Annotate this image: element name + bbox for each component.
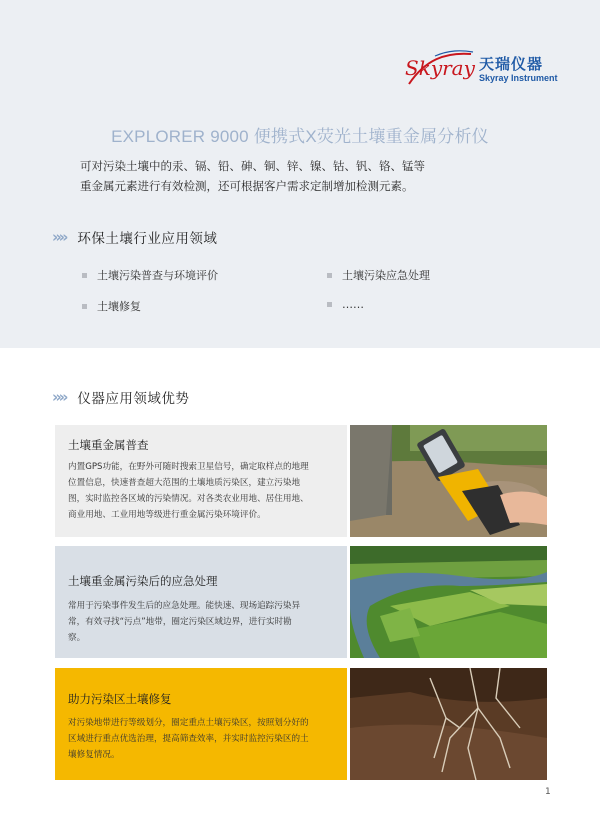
soil-roots-photo [350, 668, 547, 780]
card-text-line: 察。 [68, 633, 86, 643]
card-title: 土壤重金属普查 [68, 438, 149, 452]
handheld-analyzer-photo [350, 425, 547, 537]
double-chevron-icon: »» [52, 388, 66, 406]
square-bullet-icon [327, 273, 332, 278]
logo-script: Skyray [405, 56, 475, 80]
intro-line: 重金属元素进行有效检测，还可根据客户需求定制增加检测元素。 [80, 179, 414, 193]
list-item-label: …… [342, 298, 364, 311]
card-text-line: 区域进行重点优选治理，提高筛查效率，并实时监控污染区的土 [68, 734, 309, 744]
card-text [68, 459, 336, 523]
list-item-label: 土壤污染普查与环境评价 [97, 269, 218, 282]
logo-name-cn: 天瑞仪器 [479, 55, 544, 73]
page-number: 1 [545, 787, 551, 797]
list-item [327, 298, 364, 311]
card-title: 土壤重金属污染后的应急处理 [68, 574, 218, 588]
card-text-line: 常，有效寻找“污点”地带，圈定污染区域边界，进行实时勘 [68, 617, 292, 627]
card-text-line: 内置GPS功能，在野外可随时搜索卫星信号，确定取样点的地理 [68, 462, 309, 472]
intro-line: 可对污染土壤中的汞、镉、铅、砷、铜、锌、镍、钴、钒、铬、锰等 [80, 159, 425, 173]
feature-card-emergency [55, 546, 347, 658]
card-text-line: 常用于污染事件发生后的应急处理。能快速、现场追踪污染异 [68, 601, 301, 611]
card-text-line: 图，实时监控各区域的污染情况。对各类农业用地、居住用地、 [68, 494, 309, 504]
feature-card-remediation [55, 668, 347, 780]
double-chevron-icon: »» [52, 228, 66, 246]
intro-paragraph [80, 156, 500, 196]
feature-card-survey [55, 425, 347, 537]
product-title: EXPLORER 9000 便携式X荧光土壤重金属分析仪 [111, 127, 489, 146]
card-text-line: 位置信息，快速普查超大范围的土壤地质污染区，建立污染地 [68, 478, 301, 488]
square-bullet-icon [82, 273, 87, 278]
river-farmland-photo [350, 546, 547, 658]
card-title: 助力污染区土壤修复 [68, 692, 172, 706]
card-text [68, 598, 336, 646]
skyray-logo [405, 50, 565, 90]
card-text [68, 715, 336, 763]
square-bullet-icon [327, 302, 332, 307]
list-item [82, 298, 141, 314]
list-item [82, 267, 218, 283]
list-item [327, 267, 430, 283]
card-text-line: 壤修复情况。 [68, 750, 120, 760]
square-bullet-icon [82, 304, 87, 309]
section-title: 仪器应用领域优势 [77, 391, 190, 407]
card-text-line: 对污染地带进行等级划分，圈定重点土壤污染区，按照划分好的 [68, 718, 309, 728]
section-heading-applications [52, 227, 217, 247]
list-item-label: 土壤污染应急处理 [342, 269, 430, 282]
card-text-line: 商业用地、工业用地等级进行重金属污染环境评价。 [68, 510, 266, 520]
section-heading-advantages [52, 387, 189, 407]
logo-name-en: Skyray Instrument [479, 73, 558, 83]
section-title: 环保土壤行业应用领域 [77, 231, 218, 247]
list-item-label: 土壤修复 [97, 300, 141, 313]
